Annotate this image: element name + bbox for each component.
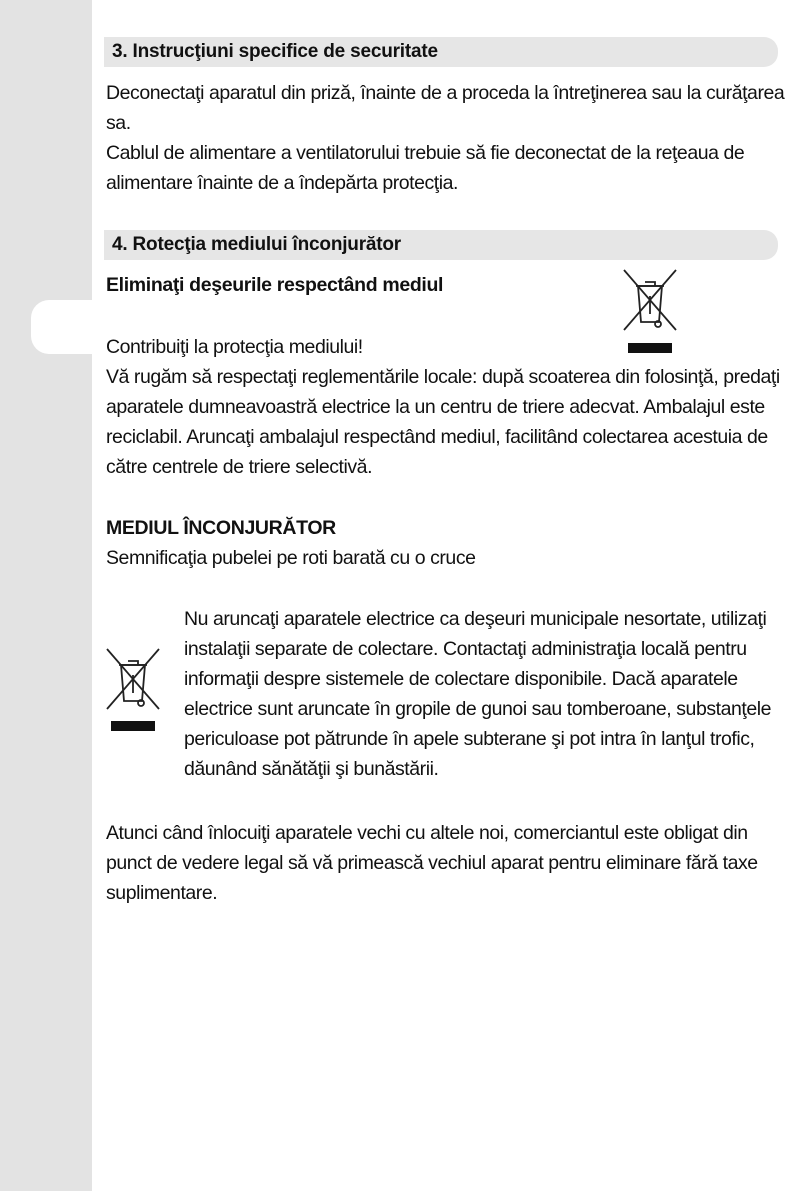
crossed-out-wheelie-bin-icon bbox=[104, 645, 162, 735]
side-margin-bar bbox=[0, 0, 92, 1191]
text-line: reciclabil. Aruncaţi ambalajul respectând mediul, facilitând colectarea acestuia de bbox=[106, 426, 768, 448]
section-4-subtitle: Eliminaţi deşeurile respectând mediul bbox=[106, 274, 444, 296]
text-line: instalaţii separate de colectare. Contactaţi administraţia locală pentru bbox=[184, 638, 747, 660]
text-line: dăunând sănătăţii şi bunăstării. bbox=[184, 758, 439, 780]
text-line: către centrele de triere selectivă. bbox=[106, 456, 373, 478]
text-line: electrice sunt aruncate în gropile de gunoi sau tomberoane, substanţele bbox=[184, 698, 772, 720]
section-4-header: 4. Rotecţia mediului înconjurător bbox=[104, 230, 778, 260]
crossed-out-wheelie-bin-icon bbox=[620, 266, 680, 356]
text-line: informaţii despre sistemele de colectare disponibile. Dacă aparatele bbox=[184, 668, 738, 690]
text-line: punct de vedere legal să vă primească vechiul aparat pentru eliminare fără taxe bbox=[106, 852, 758, 874]
text-line: aparatele dumneavoastră electrice la un centru de triere adecvat. Ambalajul este bbox=[106, 396, 765, 418]
environment-title: MEDIUL ÎNCONJURĂTOR bbox=[106, 517, 336, 539]
text-line: Vă rugăm să respectaţi reglementările locale: după scoaterea din folosinţă, predaţi bbox=[106, 366, 780, 388]
environment-subtitle: Semnificaţia pubelei pe roti barată cu o cruce bbox=[106, 547, 476, 569]
closing-paragraph bbox=[106, 818, 758, 908]
environment-body bbox=[184, 604, 771, 784]
text-line: sa. bbox=[106, 112, 131, 134]
section-4-intro: Contribuiţi la protecţia mediului! bbox=[106, 336, 363, 358]
section-4-body bbox=[106, 362, 780, 482]
text-line: Deconectaţi aparatul din priză, înainte de a proceda la întreţinerea sau la curăţarea bbox=[106, 82, 785, 104]
text-line: Nu aruncaţi aparatele electrice ca deşeuri municipale nesortate, utilizaţi bbox=[184, 608, 767, 630]
text-line: Cablul de alimentare a ventilatorului trebuie să fie deconectat de la reţeaua de bbox=[106, 142, 745, 164]
section-3-body bbox=[106, 78, 784, 198]
text-line: Atunci când înlocuiţi aparatele vechi cu altele noi, comerciantul este obligat din bbox=[106, 822, 748, 844]
side-margin-tab bbox=[31, 300, 101, 354]
text-line: alimentare înainte de a îndepărta protecţia. bbox=[106, 172, 459, 194]
text-line: periculoase pot pătrunde în apele subterane şi pot intra în lanţul trofic, bbox=[184, 728, 755, 750]
section-3-header: 3. Instrucţiuni specifice de securitate bbox=[104, 37, 778, 67]
text-line: suplimentare. bbox=[106, 882, 218, 904]
